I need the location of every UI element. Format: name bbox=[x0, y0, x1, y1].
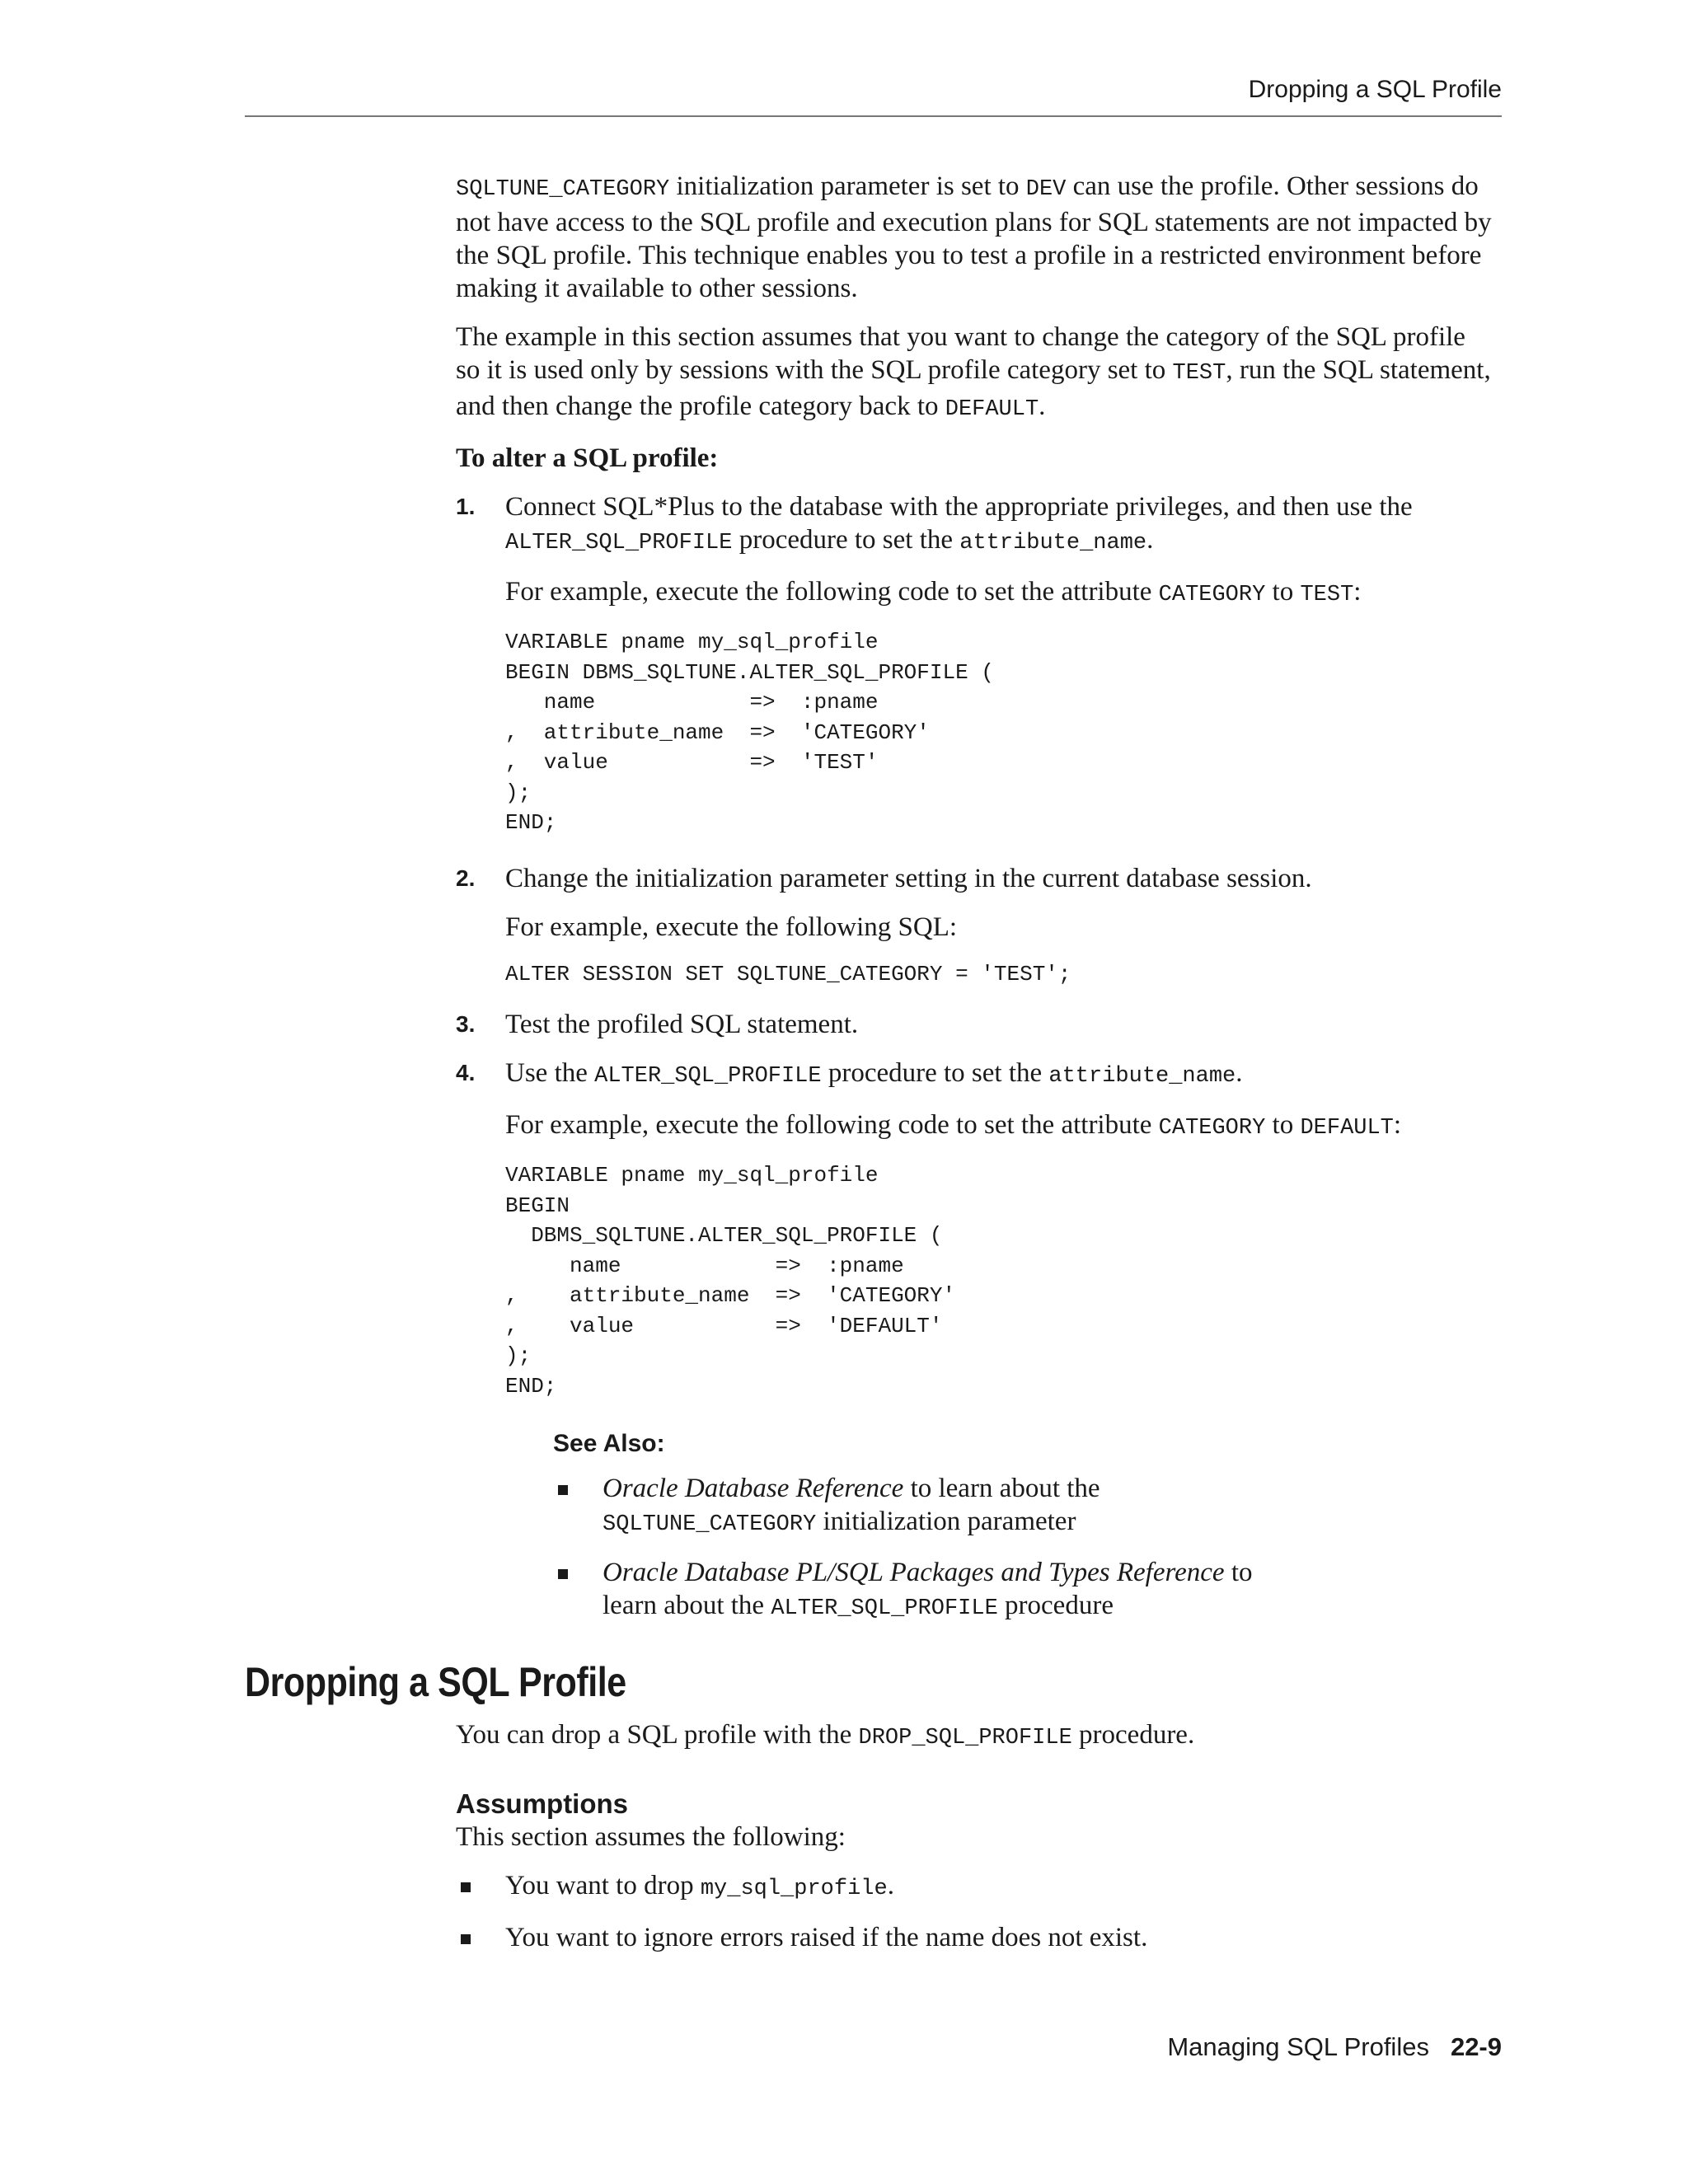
section-intro: You can drop a SQL profile with the DROP_SQL_PROFILE procedure. bbox=[456, 1720, 1195, 1750]
step-text: Use the ALTER_SQL_PROFILE procedure to set the attribute_name. bbox=[505, 1058, 1243, 1089]
running-header bbox=[245, 73, 1502, 117]
inline-code: TEST bbox=[1300, 583, 1354, 607]
code-block: ALTER SESSION SET SQLTUNE_CATEGORY = 'TEST'; bbox=[505, 961, 1071, 987]
inline-code: DEV bbox=[1025, 177, 1067, 202]
inline-code: TEST bbox=[1172, 361, 1226, 386]
assumptions-intro: This section assumes the following: bbox=[456, 1822, 846, 1852]
main-content bbox=[456, 170, 1494, 1625]
inline-code: CATEGORY bbox=[1158, 1116, 1266, 1141]
inline-code: ALTER_SQL_PROFILE bbox=[505, 531, 733, 555]
code-block: VARIABLE pname my_sql_profile BEGIN DBMS_SQLTUNE.ALTER_SQL_PROFILE ( name => :pname , attribute_name => 'CATEGORY' , value => 'DEFAULT' ); END; bbox=[505, 1163, 956, 1399]
page-number: 22-9 bbox=[1450, 2032, 1502, 2061]
step-3 bbox=[456, 1008, 1494, 1041]
assumption-item: You want to ignore errors raised if the name does not exist. bbox=[456, 1921, 1494, 1954]
inline-code: ALTER_SQL_PROFILE bbox=[594, 1064, 822, 1089]
inline-code: DEFAULT bbox=[945, 397, 1039, 422]
bullet-icon bbox=[558, 1485, 568, 1495]
step-number: 1. bbox=[456, 494, 476, 519]
running-header-title: Dropping a SQL Profile bbox=[1248, 76, 1502, 103]
footer-chapter: Managing SQL Profiles bbox=[1167, 2032, 1429, 2061]
assumptions-heading: Assumptions bbox=[456, 1788, 629, 1819]
see-also-item: Oracle Database Reference to learn about the SQLTUNE_CATEGORY initialization parameter bbox=[553, 1472, 1311, 1541]
section-body bbox=[456, 1718, 1494, 1954]
bullet-icon bbox=[558, 1569, 568, 1579]
step-example: For example, execute the following code to set the attribute CATEGORY to TEST: bbox=[505, 577, 1362, 607]
inline-code: attribute_name bbox=[1048, 1064, 1236, 1089]
inline-code: CATEGORY bbox=[1158, 583, 1266, 607]
step-text: Test the profiled SQL statement. bbox=[505, 1010, 859, 1039]
see-also-item: Oracle Database PL/SQL Packages and Types Reference to learn about the ALTER_SQL_PROFILE procedure bbox=[553, 1556, 1311, 1625]
bullet-icon bbox=[461, 1882, 471, 1892]
step-text: Connect SQL*Plus to the database with the appropriate privileges, and then use the ALTER_SQL_PROFILE procedure to set the attribute_name. bbox=[505, 492, 1413, 555]
section-title: Dropping a SQL Profile bbox=[245, 1659, 626, 1705]
inline-code: SQLTUNE_CATEGORY bbox=[456, 177, 670, 202]
inline-code: attribute_name bbox=[959, 531, 1147, 555]
step-1 bbox=[456, 490, 1494, 838]
inline-code: SQLTUNE_CATEGORY bbox=[603, 1512, 817, 1537]
inline-code: DEFAULT bbox=[1300, 1116, 1394, 1141]
reference-link[interactable]: Oracle Database Reference bbox=[603, 1474, 904, 1503]
page-footer bbox=[1167, 2032, 1502, 2062]
reference-link[interactable]: Oracle Database PL/SQL Packages and Types Reference bbox=[603, 1558, 1225, 1587]
inline-code: ALTER_SQL_PROFILE bbox=[771, 1596, 998, 1621]
inline-code: DROP_SQL_PROFILE bbox=[858, 1726, 1072, 1750]
step-text: Change the initialization parameter setting in the current database session. bbox=[505, 863, 1312, 893]
bullet-icon bbox=[461, 1934, 471, 1944]
code-block: VARIABLE pname my_sql_profile BEGIN DBMS_SQLTUNE.ALTER_SQL_PROFILE ( name => :pname , attribute_name => 'CATEGORY' , value => 'TEST' ); END; bbox=[505, 630, 994, 835]
step-number: 4. bbox=[456, 1060, 476, 1085]
step-number: 3. bbox=[456, 1011, 476, 1037]
intro-paragraph-2: The example in this section assumes that you want to change the category of the SQL profile so it is used only by sessions with the SQL profile category set to TEST, run the SQL statement, and then change the profile category back to DEFAULT. bbox=[456, 322, 1491, 422]
step-4 bbox=[456, 1057, 1494, 1401]
step-number: 2. bbox=[456, 865, 476, 891]
procedure-title: To alter a SQL profile: bbox=[456, 443, 719, 473]
see-also-box bbox=[553, 1427, 1494, 1625]
inline-code: my_sql_profile bbox=[700, 1877, 888, 1901]
step-example: For example, execute the following code to set the attribute CATEGORY to DEFAULT: bbox=[505, 1110, 1402, 1141]
assumption-item: You want to drop my_sql_profile. bbox=[456, 1869, 1494, 1905]
step-example: For example, execute the following SQL: bbox=[505, 912, 958, 942]
intro-paragraph-1: SQLTUNE_CATEGORY initialization parameter is set to DEV can use the profile. Other sessions do not have access to the SQL profile and execution plans for SQL statements are not impacted by the SQL profile. This technique enables you to test a profile in a restricted environment before making it available to other sessions. bbox=[456, 171, 1492, 303]
step-2 bbox=[456, 862, 1494, 990]
see-also-title: See Also: bbox=[553, 1430, 665, 1457]
